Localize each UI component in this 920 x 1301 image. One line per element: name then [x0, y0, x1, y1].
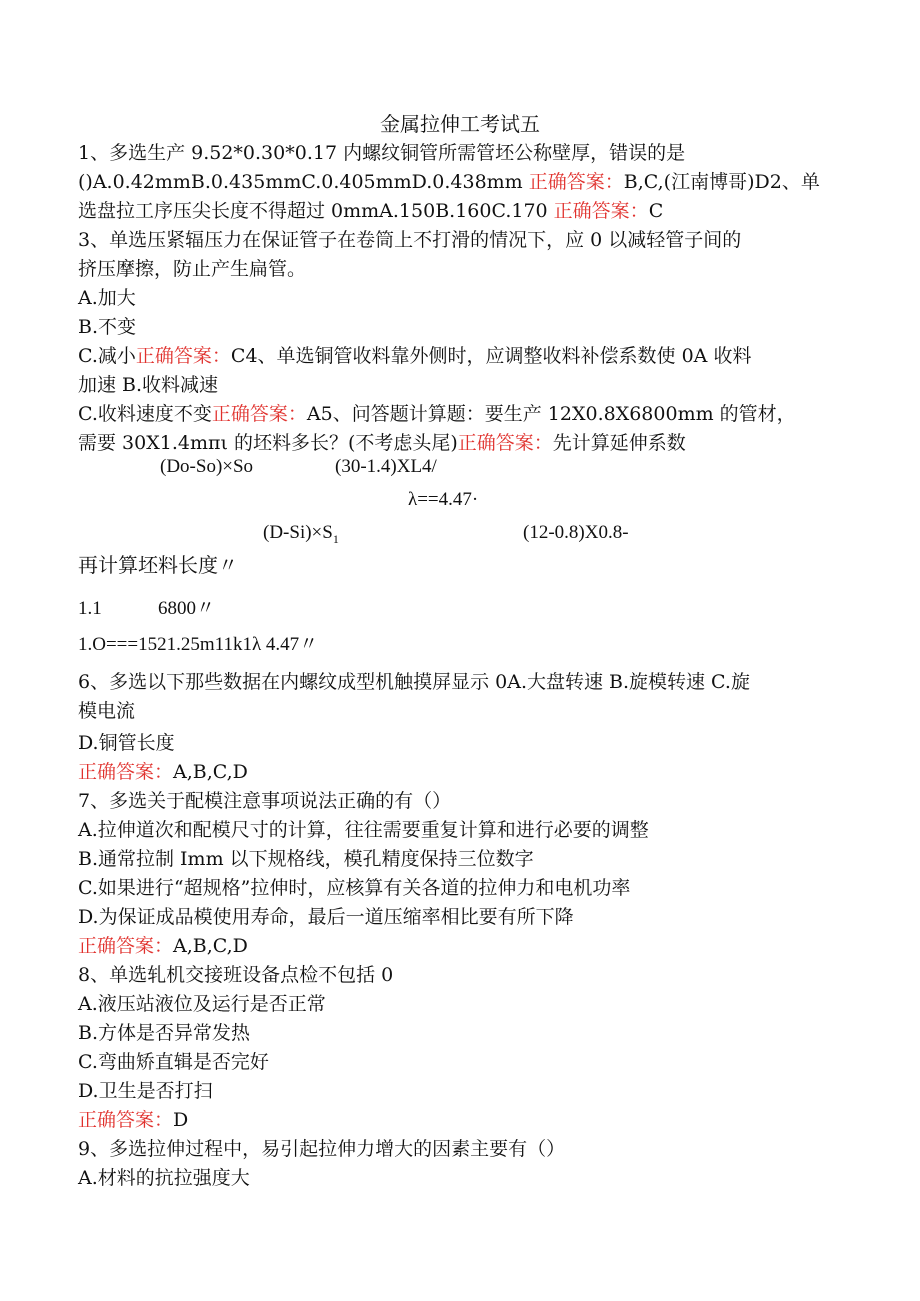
q5-answer-text: 先计算延伸系数 [552, 432, 686, 454]
formula-numerator-right: (30-1.4)XL4/ [335, 456, 437, 477]
q7-option-d: D.为保证成品模使用寿命，最后一道压缩率相比要有所下降 [78, 906, 574, 928]
q3-option-a: A.加大 [78, 287, 136, 309]
answer-label: 正确答案： [553, 200, 649, 222]
q2-answer: C [648, 200, 664, 222]
q6-line2: 模电流 [78, 700, 136, 722]
q6-answer: A,B,C,D [173, 761, 248, 783]
formula-denominator-right: (12-0.8)X0.8- [523, 522, 629, 543]
q7-answer: A,B,C,D [173, 935, 248, 957]
q6-line1: 6、多选以下那些数据在内螺纹成型机触摸屏显示 0A.大盘转速 B.旋模转速 C.旋 [78, 671, 750, 693]
q9-option-a: A.材料的抗拉强度大 [78, 1167, 250, 1189]
q8-option-a: A.液压站液位及运行是否正常 [78, 993, 326, 1015]
q3-option-c-text: C.减小 [78, 345, 136, 367]
answer-label: 正确答案： [135, 345, 231, 367]
q5-line1: A5、问答题计算题：要生产 12X0.8X6800mm 的管材， [306, 403, 796, 425]
q7-option-a: A.拉伸道次和配模尺寸的计算，往往需要重复计算和进行必要的调整 [78, 819, 649, 841]
q8-option-d: D.卫生是否打扫 [78, 1080, 213, 1102]
q8-option-b: B.方体是否异常发热 [78, 1022, 251, 1044]
q8-answer: D [173, 1109, 189, 1131]
answer-label: 正确答案： [78, 1109, 174, 1131]
questions-block-2 [78, 668, 838, 1193]
q5-question-text: 需要 30X1.4mπι 的坯料多长？(不考虑头尾) [78, 432, 458, 454]
formula-subscript: 1 [332, 531, 339, 546]
q3-line1: 3、单选压紧辐压力在保证管子在卷筒上不打滑的情况下，应 0 以减轻管子间的 [78, 229, 742, 251]
answer-label: 正确答案： [528, 171, 624, 193]
length-calc-line1-a: 1.1 [78, 598, 102, 619]
q8-option-c: C.弯曲矫直辑是否完好 [78, 1051, 269, 1073]
q4-line1: C4、单选铜管收料靠外侧时，应调整收料补偿系数使 0A 收料 [230, 345, 752, 367]
q4-option-c-text: C.收料速度不变 [78, 403, 212, 425]
answer-label: 正确答案： [211, 403, 307, 425]
q1-line1: 1、多选生产 9.52*0.30*0.17 内螺纹铜管所需管坯公称壁厚，错误的是 [78, 142, 686, 164]
q6-answer-line [78, 758, 838, 787]
answer-label: 正确答案： [78, 761, 174, 783]
answer-label: 正确答案： [457, 432, 553, 454]
page-title: 金属拉伸工考试五 [380, 112, 540, 136]
answer-label: 正确答案： [78, 935, 174, 957]
q9-stem: 9、多选拉伸过程中，易引起拉伸力增大的因素主要有（） [78, 1138, 566, 1160]
length-calc-title: 再计算坯料长度〃 [78, 553, 238, 577]
q4-line2: 加速 B.收料减速 [78, 374, 219, 396]
q3-line2: 挤压摩擦，防止产生扁管。 [78, 258, 307, 280]
q7-option-c: C.如果进行“超规格”拉伸时，应核算有关各道的拉伸力和电机功率 [78, 877, 631, 899]
q8-answer-line [78, 1106, 838, 1135]
q2-options: 选盘拉工序压尖长度不得超过 0mmA.150B.160C.170 [78, 200, 554, 222]
q1-line2 [78, 168, 838, 197]
q1-options: ()A.0.42mmB.0.435mmC.0.405mmD.0.438mm [78, 171, 529, 193]
q7-stem: 7、多选关于配模注意事项说法正确的有（） [78, 790, 452, 812]
length-calc-line1-b: 6800〃 [158, 598, 216, 619]
q1-answer: B,C,(江南博哥)D2、单 [623, 171, 820, 193]
length-calc-line2: 1.O===1521.25m11k1λ 4.47〃 [78, 634, 319, 655]
q2-line [78, 197, 838, 226]
q8-stem: 8、单选轧机交接班设备点检不包括 0 [78, 964, 394, 986]
q7-option-b: B.通常拉制 Imm 以下规格线，模孔精度保持三位数字 [78, 848, 534, 870]
formula-lambda: λ==4.47· [408, 489, 479, 510]
formula-denominator-left [263, 518, 339, 554]
q3-option-c [78, 342, 838, 371]
formula-denominator-text: (D-Si)×S [263, 522, 333, 543]
q6-option-d: D.铜管长度 [78, 732, 175, 754]
q4-option-c [78, 400, 838, 429]
formula-numerator-left: (Do-So)×So [160, 456, 254, 477]
q7-answer-line [78, 932, 838, 961]
questions-block-1 [78, 139, 838, 458]
q3-option-b: B.不变 [78, 316, 137, 338]
